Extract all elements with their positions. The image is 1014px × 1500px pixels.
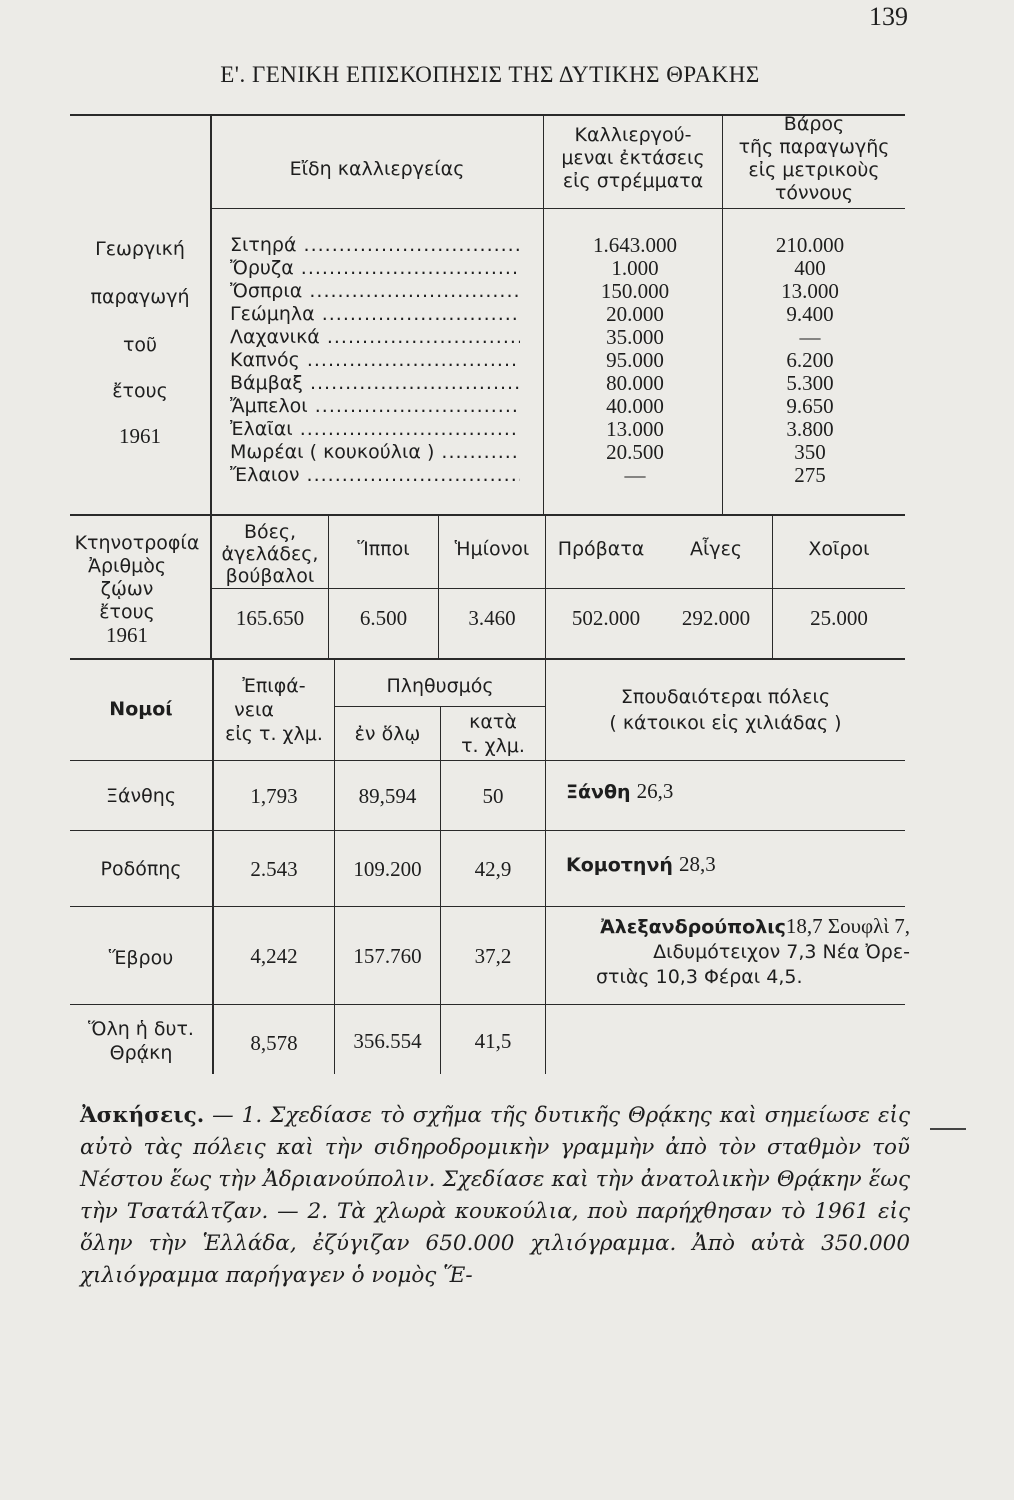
agri-header-area-3: εἰς στρέμματα	[562, 170, 704, 192]
exercise-heading: Ἀσκήσεις.	[80, 1103, 205, 1128]
pref-header-nomoi: Νομοί	[109, 698, 173, 720]
agri-crop-list	[230, 234, 530, 494]
crop-weight: 5.300	[786, 371, 834, 395]
livestock-header-cattle-2: ἀγελάδες,	[221, 543, 319, 565]
crop-area: 13.000	[606, 417, 664, 441]
pref-row-name: Ἕβρου	[108, 947, 174, 969]
pref-row-cities	[566, 780, 673, 804]
agri-header-area-2: μεναι ἐκτάσεις	[561, 147, 705, 169]
pref-row-rule	[70, 906, 905, 907]
crop-name: Σιτηρά .....	[230, 234, 520, 257]
pref-row-name: Ξάνθης	[106, 785, 176, 807]
pref-row-area: 8,578	[250, 1031, 298, 1055]
crop-weight: 3.800	[786, 417, 834, 441]
pref-row-density: 37,2	[474, 944, 512, 968]
agri-label-4: ἔτους	[112, 380, 168, 402]
crop-weight: 13.000	[781, 279, 839, 303]
pref-row-rule	[70, 1004, 905, 1005]
pref-header-population: Πληθυσμός	[386, 675, 494, 697]
livestock-label-2: Ἀριθμὸς	[88, 555, 166, 577]
pref-row-cities	[566, 853, 716, 877]
crop-name: Ἐλαῖαι .....	[230, 418, 520, 441]
crop-area: 20.500	[606, 440, 664, 464]
crop-name: Ὄρυζα .....	[230, 257, 520, 280]
livestock-value-cattle: 165.650	[235, 606, 305, 630]
livestock-value-horses: 6.500	[359, 606, 408, 630]
pref-row-total: 89,594	[358, 784, 417, 808]
crop-area: 80.000	[606, 371, 664, 395]
pref-row-total: 356.554	[353, 1029, 422, 1053]
crop-weight: 210.000	[775, 233, 845, 257]
crop-area: 35.000	[606, 325, 664, 349]
agri-header-weight-3: εἰς μετρικοὺς	[748, 159, 880, 181]
livestock-label-5: 1961	[106, 623, 148, 647]
pref-header-cities-2: ( κάτοικοι εἰς χιλιάδας )	[609, 712, 842, 734]
exercise-text: — 1. Σχεδίασε τὸ σχῆμα τῆς δυτικῆς Θρᾴκης καὶ σημείωσε εἰς αὐτὸ τὰς πόλεις καὶ τὴν σιδηροδρομικὴν γραμμὴν ἀπὸ τὸν σταθμὸν τοῦ Νέστου ἕως τὴν Ἀδριανούπολιν. Σχεδίασε καὶ τὴν ἀνατολικὴν Θρᾴκην ἕως τὴν Τσατάλτζαν. — 2. Τὰ χλωρὰ κουκούλια, ποὺ παρήχθησαν τὸ 1961 εἰς ὅλην τὴν Ἑλλάδα, ἐζύγιζαν 650.000 χιλιόγραμμα. Ἀπὸ αὐτὰ 350.000 χιλιόγραμμα παρήγαγεν ὁ νομὸς Ἕ-	[80, 1103, 910, 1288]
pref-row-area: 2.543	[250, 857, 298, 881]
crop-name: Καπνός .....	[230, 349, 520, 372]
livestock-label-4: ἔτους	[99, 601, 155, 623]
agri-header-weight-4: τόννους	[774, 182, 854, 204]
city-text: 28,3	[678, 852, 716, 876]
crop-area: 20.000	[606, 302, 664, 326]
livestock-value-pigs: 25.000	[810, 606, 868, 630]
pref-header-area-2: νεια	[234, 699, 274, 721]
livestock-header-goats: Αἶγες	[689, 538, 743, 560]
pref-row-rule	[70, 830, 905, 831]
agri-header-weight-1: Βάρος	[783, 113, 845, 135]
livestock-header-rule	[212, 588, 905, 589]
pref-row-total: 109.200	[353, 857, 422, 881]
city-text: στιὰς 10,3 Φέραι 4,5.	[596, 966, 803, 988]
pref-row-name: Ὅλη ἡ δυτ.	[88, 1018, 194, 1040]
crop-name: Ἄμπελοι .....	[230, 395, 520, 418]
livestock-header-cattle-1: Βόες,	[243, 521, 297, 543]
pref-header-density-2: τ. χλμ.	[461, 735, 525, 757]
pref-row-density: 41,5	[474, 1029, 512, 1053]
pref-row-name: Ροδόπης	[100, 858, 182, 880]
agri-label-2: παραγωγή	[90, 286, 190, 308]
pref-row-total: 157.760	[353, 944, 422, 968]
pref-vline-3	[440, 706, 441, 1074]
crop-weight: 350	[794, 440, 826, 464]
pref-row-density: 42,9	[474, 857, 512, 881]
crop-area: —	[624, 463, 646, 487]
agri-label-3: τοῦ	[122, 334, 158, 356]
livestock-header-sheep: Πρόβατα	[557, 538, 645, 560]
agri-label-1: Γεωργική	[95, 238, 185, 260]
pref-row-area: 4,242	[250, 944, 298, 968]
pref-header-rule	[70, 760, 905, 761]
agri-header-area-1: Καλλιεργού-	[574, 124, 692, 146]
livestock-label-1: Κτηνοτροφία	[74, 532, 200, 554]
pref-header-area-3: εἰς τ. χλμ.	[225, 723, 323, 745]
city-main: Ἀλεξανδρούπολις	[600, 916, 786, 938]
livestock-value-sheep: 502.000	[571, 606, 641, 630]
agri-header-weight-2: τῆς παραγωγῆς	[738, 136, 890, 158]
livestock-header-cattle-3: βούβαλοι	[225, 565, 315, 587]
city-text: 18,7 Σουφλὶ 7,	[785, 914, 910, 938]
pref-row-cities	[560, 915, 910, 989]
livestock-value-mules: 3.460	[468, 606, 516, 630]
agri-header-crop: Εἴδη καλλιεργείας	[289, 158, 465, 180]
livestock-header-horses: Ἵπποι	[357, 538, 410, 560]
crop-weight: 9.400	[786, 302, 834, 326]
crop-area: 1.000	[611, 256, 659, 280]
crop-area: 1.643.000	[593, 233, 677, 257]
pref-header-area-1: Ἐπιφά-	[242, 675, 306, 697]
livestock-label-3: ζῴων	[100, 578, 154, 600]
livestock-value-goats: 292.000	[681, 606, 751, 630]
crop-name: Λαχανικά .....	[230, 326, 520, 349]
city-main: Ξάνθη	[566, 781, 631, 803]
crop-area: 150.000	[600, 279, 670, 303]
pref-top-rule	[70, 658, 905, 660]
livestock-top-rule	[70, 514, 905, 516]
margin-dash	[930, 1128, 966, 1130]
crop-area: 95.000	[606, 348, 664, 372]
pref-header-total: ἐν ὅλῳ	[354, 723, 421, 745]
city-main: Κομοτηνή	[566, 854, 673, 876]
pref-row-density: 50	[482, 784, 504, 808]
crop-area: 40.000	[606, 394, 664, 418]
pref-row-name: Θρᾴκη	[109, 1042, 173, 1064]
crop-name: Βάμβαξ .....	[230, 372, 520, 395]
crop-weight: 400	[794, 256, 826, 280]
pref-row-area: 1,793	[250, 784, 298, 808]
crop-weight: 9.650	[786, 394, 834, 418]
page-title: Ε'. ΓΕΝΙΚΗ ΕΠΙΣΚΟΠΗΣΙΣ ΤΗΣ ΔΥΤΙΚΗΣ ΘΡΑΚΗΣ	[220, 62, 760, 87]
crop-name: Μωρέαι ( κουκούλια ) .....	[230, 441, 520, 464]
crop-weight: 275	[794, 463, 826, 487]
pref-header-cities-1: Σπουδαιότεραι πόλεις	[620, 686, 831, 708]
crop-name: Ἔλαιον .....	[230, 464, 520, 487]
crop-name: Ὄσπρια .....	[230, 280, 520, 303]
agri-header-rule	[212, 208, 905, 209]
agri-label-5: 1961	[119, 424, 161, 448]
crop-name: Γεώμηλα .....	[230, 303, 520, 326]
page-number: 139	[869, 2, 908, 31]
livestock-header-pigs: Χοῖροι	[808, 538, 870, 560]
city-text: 26,3	[636, 779, 674, 803]
livestock-header-mules: Ἡμίονοι	[454, 538, 530, 560]
pref-header-density-1: κατὰ	[469, 711, 517, 733]
exercise-paragraph	[80, 1100, 910, 1292]
city-text: Διδυμότειχον 7,3 Νέα Ὀρε-	[653, 941, 910, 963]
crop-weight: —	[799, 325, 821, 349]
crop-weight: 6.200	[786, 348, 834, 372]
